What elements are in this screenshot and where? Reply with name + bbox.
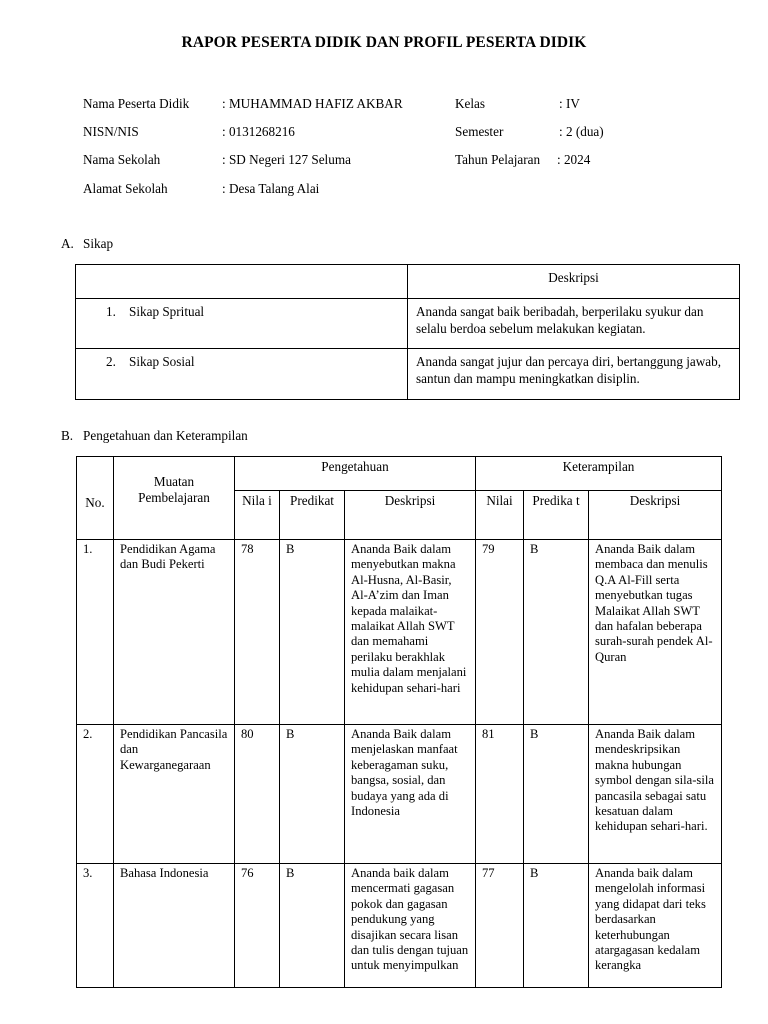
knowledge-score: 78: [235, 540, 280, 725]
section-a-title: Sikap: [83, 236, 114, 251]
row-number: 1.: [77, 540, 114, 725]
school-address-value: : Desa Talang Alai: [222, 181, 320, 196]
nisn-label: NISN/NIS: [83, 124, 139, 139]
row-number: 2.: [106, 354, 116, 369]
attitude-aspect-cell: [76, 349, 408, 400]
skill-predicate: B: [524, 540, 589, 725]
row-number: 2.: [77, 725, 114, 864]
header-deskripsi-keterampilan: Deskripsi: [589, 491, 722, 540]
skill-description: Ananda baik dalam mengelolah informasi yang didapat dari teks berdasarkan keterhubungan atargagasan kedalam kerangka: [589, 864, 722, 988]
knowledge-predicate: B: [280, 540, 345, 725]
class-label: Kelas: [455, 96, 486, 111]
section-b-heading: [61, 428, 248, 444]
semester-label: Semester: [455, 124, 504, 139]
skill-description: Ananda Baik dalam mendeskripsikan makna hubungan symbol dengan sila-sila pancasila sebagai satu kesatuan dalam kehidupan sehari-hari.: [589, 725, 722, 864]
row-number: 1.: [106, 304, 116, 319]
subject-name: Bahasa Indonesia: [114, 864, 235, 988]
identity-row-4: [83, 181, 723, 199]
table-row: [76, 349, 740, 400]
skill-predicate: B: [524, 864, 589, 988]
skill-description: Ananda Baik dalam membaca dan menulis Q.A Al-Fill serta menyebutkan tugas Malaikat Allah SWT dan hafalan beberapa surah-surah pendek Al-Quran: [589, 540, 722, 725]
header-nilai-pengetahuan: Nila i: [235, 491, 280, 540]
subject-name: Pendidikan Pancasila dan Kewarganegaraan: [114, 725, 235, 864]
school-year-label: Tahun Pelajaran: [455, 152, 541, 167]
knowledge-score: 80: [235, 725, 280, 864]
subject-name: Pendidikan Agama dan Budi Pekerti: [114, 540, 235, 725]
attitude-header-row: [76, 265, 740, 299]
attitude-header-empty: [76, 265, 408, 299]
identity-row-1: [83, 96, 723, 114]
table-row: [76, 299, 740, 349]
section-a-letter: A.: [61, 236, 74, 251]
attitude-aspect-cell: [76, 299, 408, 349]
page-title: RAPOR PESERTA DIDIK DAN PROFIL PESERTA DIDIK: [181, 34, 587, 51]
skill-score: 77: [476, 864, 524, 988]
skill-score: 79: [476, 540, 524, 725]
school-name-value: : SD Negeri 127 Seluma: [222, 152, 351, 167]
attitude-description: Ananda sangat baik beribadah, berperilaku syukur dan selalu berdoa sebelum melakukan kegiatan.: [408, 299, 740, 349]
knowledge-description: Ananda Baik dalam menyebutkan makna Al-Husna, Al-Basir, Al-A’zim dan Iman kepada malaikat-malaikat Allah SWT dan memahami perilaku berakhlak mulia dalam menjalani kehidupan sehari-hari: [345, 540, 476, 725]
grades-table: [76, 456, 722, 988]
skill-score: 81: [476, 725, 524, 864]
header-predikat-pengetahuan: Predikat: [280, 491, 345, 540]
header-deskripsi-pengetahuan: Deskripsi: [345, 491, 476, 540]
student-name-label: Nama Peserta Didik: [83, 96, 190, 111]
semester-value: : 2 (dua): [559, 124, 604, 139]
school-name-label: Nama Sekolah: [83, 152, 161, 167]
knowledge-predicate: B: [280, 864, 345, 988]
attitude-aspect: Sikap Sosial: [129, 354, 195, 369]
class-value: : IV: [559, 96, 580, 111]
table-row: [77, 540, 722, 725]
header-muatan: Muatan Pembelajaran: [114, 457, 235, 540]
header-no: No.: [77, 457, 114, 540]
section-b-title: Pengetahuan dan Keterampilan: [83, 428, 248, 443]
header-pengetahuan: Pengetahuan: [235, 457, 476, 491]
knowledge-description: Ananda baik dalam mencermati gagasan pokok dan gagasan pendukung yang disajikan secara lisan dan tulis dengan tujuan untuk menyimpulkan: [345, 864, 476, 988]
knowledge-predicate: B: [280, 725, 345, 864]
identity-row-3: [83, 152, 723, 170]
attitude-table: [75, 264, 740, 400]
header-predikat-keterampilan: Predika t: [524, 491, 589, 540]
header-nilai-keterampilan: Nilai: [476, 491, 524, 540]
attitude-description: Ananda sangat jujur dan percaya diri, bertanggung jawab, santun dan mampu meningkatkan disiplin.: [408, 349, 740, 400]
attitude-header-deskripsi: Deskripsi: [408, 265, 740, 299]
knowledge-score: 76: [235, 864, 280, 988]
school-year-value: : 2024: [557, 152, 591, 167]
section-a-heading: [61, 236, 113, 252]
knowledge-description: Ananda Baik dalam menjelaskan manfaat keberagaman suku, bangsa, sosial, dan budaya yang ada di Indonesia: [345, 725, 476, 864]
skill-predicate: B: [524, 725, 589, 864]
student-name-value: : MUHAMMAD HAFIZ AKBAR: [222, 96, 403, 111]
identity-row-2: [83, 124, 723, 142]
nisn-value: : 0131268216: [222, 124, 295, 139]
section-b-letter: B.: [61, 428, 74, 443]
table-row: [77, 864, 722, 988]
row-number: 3.: [77, 864, 114, 988]
school-address-label: Alamat Sekolah: [83, 181, 168, 196]
table-row: [77, 725, 722, 864]
attitude-aspect: Sikap Spritual: [129, 304, 205, 319]
header-keterampilan: Keterampilan: [476, 457, 722, 491]
grades-header-row-1: [77, 457, 722, 491]
